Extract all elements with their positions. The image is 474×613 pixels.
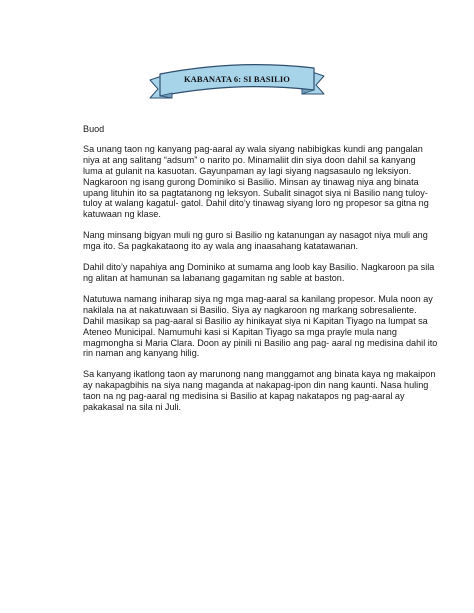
paragraph-line: rin naman ang kanyang hilig.: [83, 348, 200, 359]
paragraph: [83, 262, 435, 284]
paragraph-line: nakilala na at nakatuwaan si Basilio. Siya ay nagkaroon ng markang sobresaliente.: [83, 304, 417, 315]
paragraph-line: Dahil masikap sa pag-aaral si Basilio ay hinikayat siya ni Kapitan Tiyago na lumpat sa: [83, 315, 428, 326]
ribbon-banner-shape: [148, 58, 326, 110]
document-body: [83, 124, 438, 423]
chapter-banner: [148, 58, 326, 110]
paragraph: [83, 230, 428, 252]
paragraph: [83, 369, 436, 413]
paragraph-line: katuwaan ng klase.: [83, 209, 161, 220]
paragraph-line: Sa kanyang ikatlong taon ay marunong nang manggamot ang binata kaya ng makaipon: [83, 369, 436, 380]
section-heading: Buod: [83, 124, 105, 134]
paragraph: [83, 293, 438, 359]
paragraph-line: Ateneo Municipal. Namumuhi kasi si Kapitan Tiyago sa mga prayle mula nang: [83, 326, 397, 337]
paragraph-line: Sa unang taon ng kanyang pag-aaral ay wala siyang nabibigkas kundi ang pangalan: [83, 143, 423, 154]
summary-paragraphs: [83, 143, 438, 413]
paragraph-line: ay nakapagbihis na siya nang maganda at nakapag-ipon din nang kaunti. Nasa huling: [83, 380, 429, 391]
chapter-title: KABANATA 6: SI BASILIO: [183, 74, 291, 84]
paragraph: [83, 143, 429, 220]
paragraph-line: pakakasal na sila ni Juli.: [83, 402, 182, 413]
paragraph-line: Dahil dito’y napahiya ang Dominiko at sumama ang loob kay Basilio. Nagkaroon pa sila: [83, 262, 435, 273]
paragraph-line: ng alitan at hamunan sa labanang gagamitan ng sable at baston.: [83, 272, 345, 283]
paragraph-line: Nang minsang bigyan muli ng guro si Basilio ng katanungan ay nasagot niya muli ang: [83, 230, 428, 241]
paragraph-line: mga ito. Sa pagkakataong ito ay wala ang inaasahang katatawanan.: [83, 241, 359, 252]
paragraph-line: luma at gulanit na kasuotan. Gayunpaman ay lagi siyang nagsasaulo ng leksiyon.: [83, 165, 412, 176]
paragraph-line: magmongha si Maria Clara. Doon ay pinili ni Basilio ang pag- aaral ng medisina dahil ito: [83, 337, 438, 348]
paragraph-line: niya at ang salitang “adsum” o narito po. Minamaliit din siya doon dahil sa kanyang: [83, 154, 416, 165]
paragraph-line: tuloy at walang kagatul- gatol. Dahil dito’y tinawag siyang loro ng propesor sa gitna ng: [83, 198, 429, 209]
paragraph-line: upang lituhin ito sa pagtatanong ng leksyon. Subalit sinagot siya ni Basilio nang tuloy-: [83, 187, 428, 198]
paragraph-line: Nagkaroon ng isang gurong Dominiko si Basilio. Minsan ay tinawag niya ang binata: [83, 176, 419, 187]
paragraph-line: taon na ng pag-aaral ng medisina si Basilio at kapag nakatapos ng pag-aaral ay: [83, 391, 405, 402]
paragraph-line: Natutuwa namang iniharap siya ng mga mag-aaral sa kanilang propesor. Mula noon ay: [83, 293, 433, 304]
